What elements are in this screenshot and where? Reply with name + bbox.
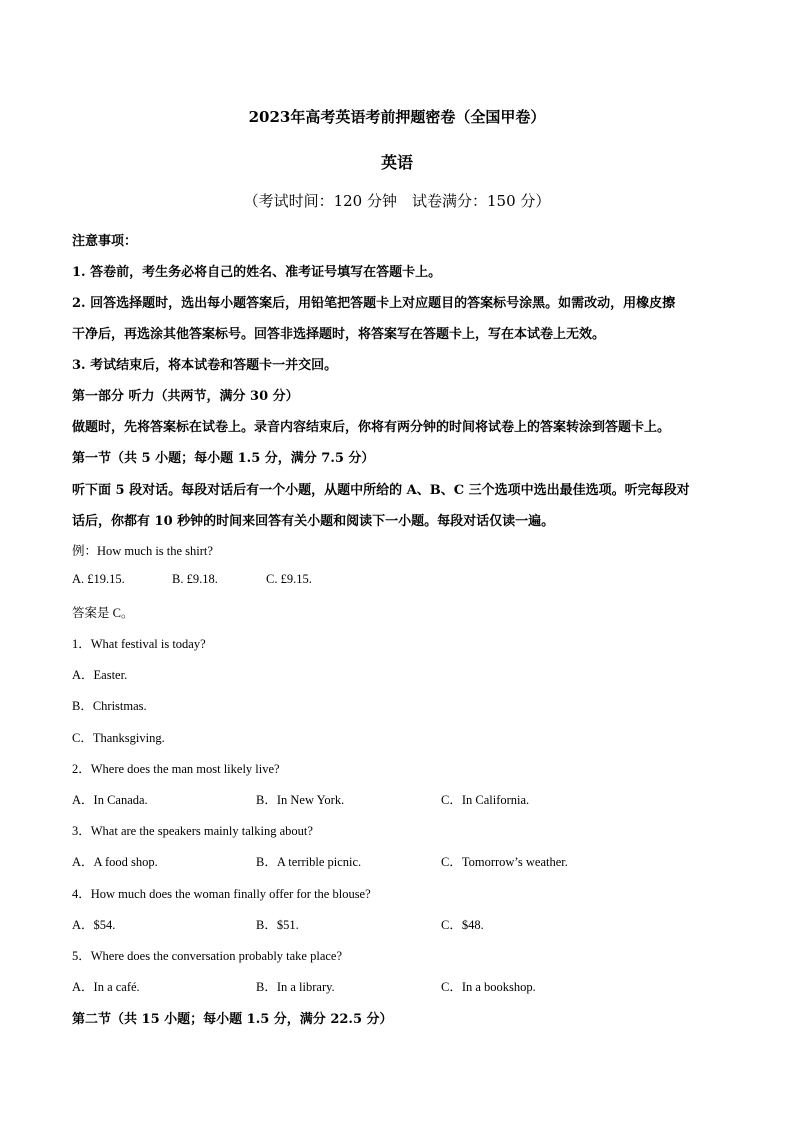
question-5-option-b: B．In a library. — [256, 980, 335, 994]
question-2-option-b: B．In New York. — [256, 793, 345, 807]
question-4-option-a: A．$54. — [72, 918, 116, 932]
question-3: 3．What are the speakers mainly talking about? — [72, 824, 313, 838]
part1-instruction: 做题时，先将答案标在试卷上。录音内容结束后，你将有两分钟的时间将试卷上的答案转涂到答题卡上。 — [72, 420, 671, 435]
question-5: 5．Where does the conversation probably take place? — [72, 949, 343, 963]
notes-item-3: 3. 考试结束后，将本试卷和答题卡一并交回。 — [72, 358, 338, 373]
example-options — [72, 572, 312, 587]
question-3-option-b: B．A terrible picnic. — [256, 855, 362, 869]
section1-heading: 第一节（共 5 小题；每小题 1.5 分，满分 7.5 分） — [72, 451, 375, 466]
question-2: 2．Where does the man most likely live? — [72, 762, 280, 776]
question-4-option-b: B．$51. — [256, 918, 299, 932]
example-question: 例：How much is the shirt? — [72, 544, 213, 558]
question-2-option-a: A．In Canada. — [72, 793, 148, 807]
question-3-options — [72, 852, 568, 870]
question-5-option-c: C．In a bookshop. — [441, 980, 536, 994]
question-1-option-b: B．Christmas. — [72, 699, 147, 713]
question-4-options — [72, 915, 484, 933]
question-5-options — [72, 977, 536, 995]
notes-item-1: 1. 答卷前，考生务必将自己的姓名、准考证号填写在答题卡上。 — [72, 265, 442, 280]
part1-heading: 第一部分 听力（共两节，满分 30 分） — [72, 389, 299, 404]
section1-instruction-2: 话后，你都有 10 秒钟的时间来回答有关小题和阅读下一小题。每段对话仅读一遍。 — [72, 514, 555, 529]
example-option-b: B. £9.18. — [172, 572, 218, 586]
section2-heading: 第二节（共 15 小题；每小题 1.5 分，满分 22.5 分） — [72, 1012, 393, 1027]
example-option-a: A. £19.15. — [72, 572, 125, 586]
page-title: 2023年高考英语考前押题密卷（全国甲卷） — [248, 108, 546, 126]
question-5-option-a: A．In a café. — [72, 980, 140, 994]
notes-item-2: 2. 回答选择题时，选出每小题答案后，用铅笔把答题卡上对应题目的答案标号涂黑。如需改动，用橡皮擦 — [72, 296, 676, 311]
question-1-option-c: C．Thanksgiving. — [72, 731, 165, 745]
question-2-option-c: C．In California. — [441, 793, 530, 807]
question-3-option-a: A．A food shop. — [72, 855, 158, 869]
exam-info: （考试时间：120 分钟 试卷满分：150 分） — [243, 192, 551, 210]
section1-instruction-1: 听下面 5 段对话。每段对话后有一个小题，从题中所给的 A、B、C 三个选项中选出最佳选项。听完每段对 — [72, 483, 690, 498]
question-1-option-a: A．Easter. — [72, 668, 128, 682]
question-3-option-c: C．Tomorrow’s weather. — [441, 855, 568, 869]
question-2-options — [72, 790, 529, 808]
notes-item-2-cont: 干净后，再选涂其他答案标号。回答非选择题时，将答案写在答题卡上，写在本试卷上无效。 — [72, 327, 606, 342]
notes-heading: 注意事项： — [72, 234, 138, 249]
example-answer: 答案是 C。 — [72, 606, 134, 620]
question-1: 1．What festival is today? — [72, 637, 206, 651]
example-option-c: C. £9.15. — [266, 572, 312, 586]
question-4: 4．How much does the woman finally offer for the blouse? — [72, 887, 371, 901]
question-4-option-c: C．$48. — [441, 918, 484, 932]
subject-heading: 英语 — [380, 153, 413, 172]
